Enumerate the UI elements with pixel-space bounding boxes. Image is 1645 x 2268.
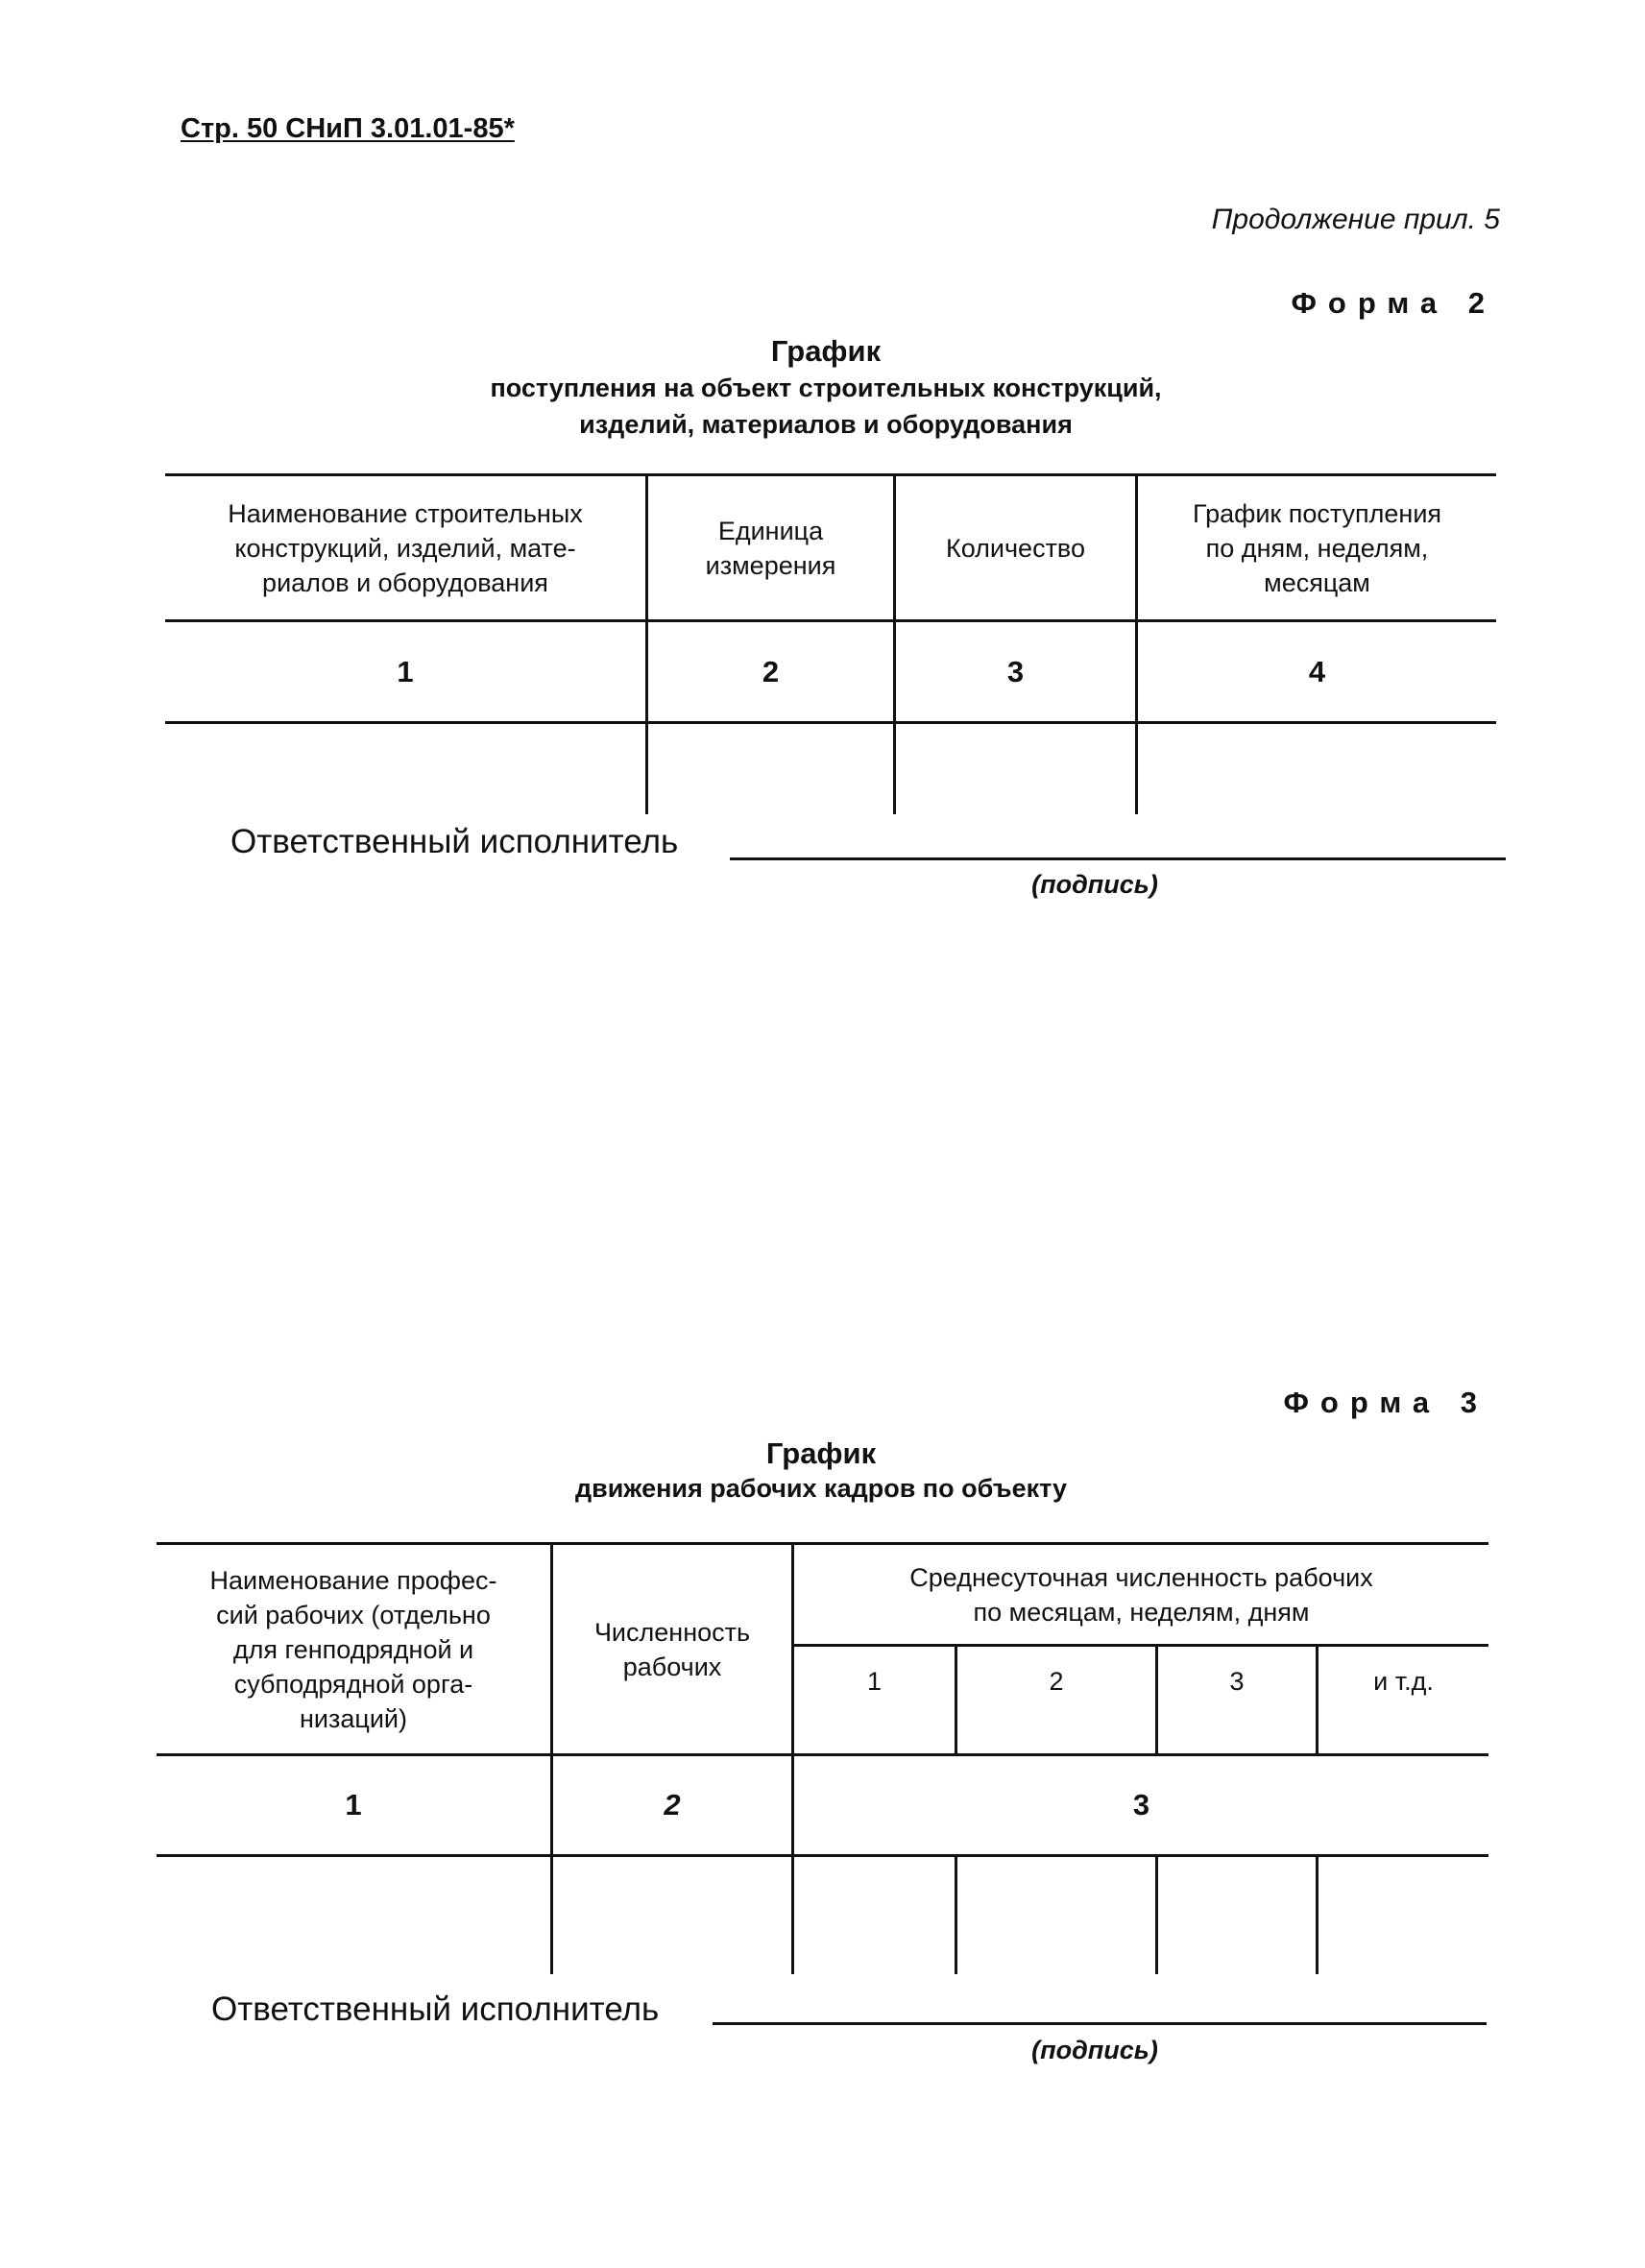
signature-caption: (подпись) [1031,2036,1158,2064]
column-number: 3 [1006,654,1025,688]
column-number: 1 [397,654,414,688]
signature-caption: (подпись) [1031,870,1158,899]
signature-line[interactable] [730,857,1506,860]
column-header-item-name: Наименование строительных конструкций, изделий, мате- риалов и оборудования [228,498,583,597]
form-2-label: Форма 2 [1291,286,1496,320]
signature-line[interactable] [713,2022,1487,2025]
column-number: 1 [345,1788,362,1822]
subcolumn-header: и т.д. [1373,1667,1434,1696]
form-2-subtitle-line-2: изделий, материалов и оборудования [579,410,1073,439]
form-3-subtitle: движения рабочих кадров по объекту [574,1474,1068,1503]
table-subcolumn-divider [955,1854,957,1974]
responsible-executor-label: Ответственный исполнитель [230,823,679,860]
column-header-daily-average: Среднесуточная численность рабочих по месяцам, неделям, дням [909,1562,1373,1627]
subcolumn-header: 1 [866,1667,883,1696]
responsible-executor-label: Ответственный исполнитель [211,1991,660,2028]
table-rule-numbers [165,721,1496,724]
column-number: 2 [664,1788,681,1822]
subcolumn-header: 3 [1229,1667,1245,1696]
table-rule-numbers [157,1854,1488,1857]
page-reference: Стр. 50 СНиП 3.01.01-85* [181,113,515,144]
form-3-title: График [765,1436,877,1470]
column-header-profession: Наименование профес- сий рабочих (отдельно для генподрядной и субподрядной орга- низаций) [209,1565,497,1733]
form-2-subtitle-line-1: поступления на объект строительных конструкций, [490,374,1162,402]
subcolumn-header: 2 [1049,1667,1064,1696]
column-number: 3 [1132,1788,1150,1822]
column-number: 4 [1308,654,1326,688]
column-header-unit: Единица измерения [705,516,836,580]
table-subcolumn-divider [1316,1854,1318,1974]
table-subcolumn-divider [1155,1854,1158,1974]
form-3-label: Форма 3 [1283,1386,1488,1419]
appendix-continuation: Продолжение прил. 5 [1211,204,1500,235]
column-header-delivery-schedule: График поступления по дням, неделям, месяцам [1192,498,1442,597]
column-number: 2 [762,654,780,688]
column-header-worker-count: Численность рабочих [593,1617,751,1681]
column-header-quantity: Количество [946,533,1085,563]
form-2-title: График [770,334,882,368]
